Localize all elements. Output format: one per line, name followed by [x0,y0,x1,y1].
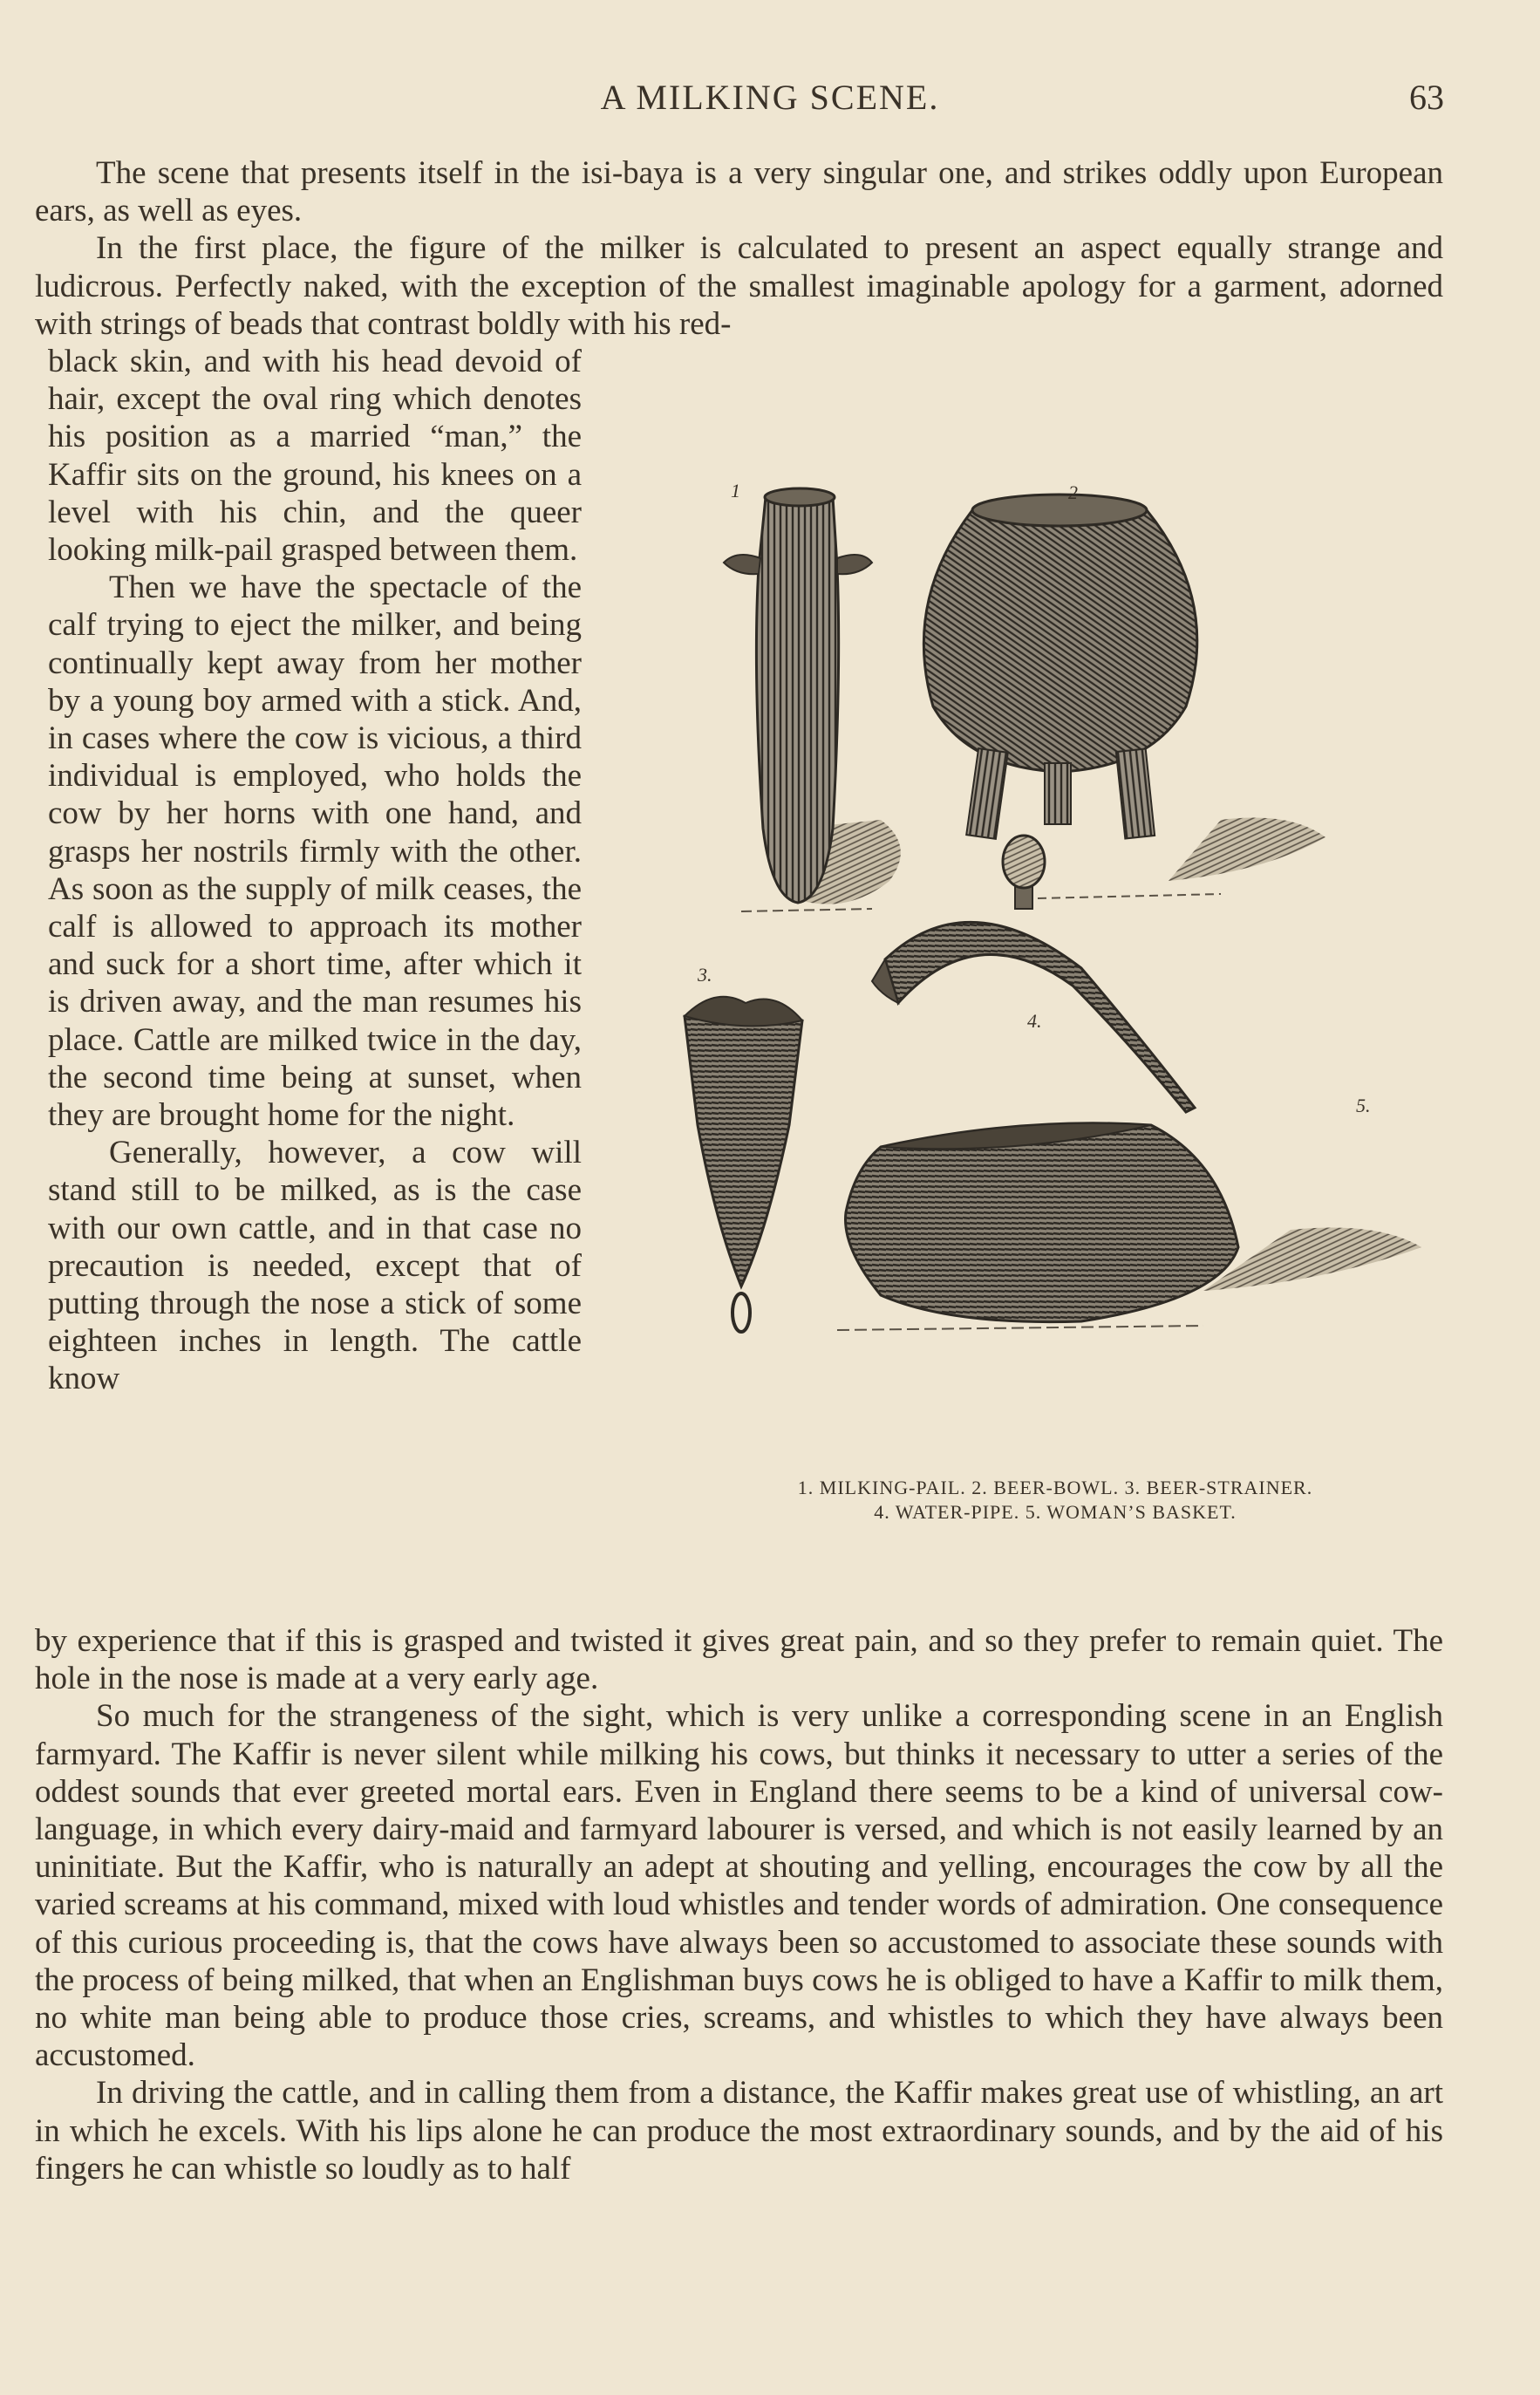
page-number: 63 [1409,78,1444,117]
figure-label-5: 5. [1356,1095,1371,1116]
paragraph: Generally, however, a cow will stand still to be milked, as is the case with our own cattle, and in that case no precaution is needed, except that of putting through the nose a stick of some eighteen inches in length. The cattle know [48,1135,582,1397]
text-bottom-block [35,1622,1443,2187]
milking-pail-drawing [724,488,901,911]
engraving-illustration [663,462,1448,1465]
beer-strainer-drawing [685,997,802,1332]
figure-label-4: 4. [1027,1010,1042,1032]
text-column-block [48,343,582,1398]
page-header [0,77,1540,129]
paragraph: In the first place, the figure of the milker is calculated to present an aspect equally strange and ludicrous. Perfectly naked, with the exception of the smallest imaginable apology for a garment, adorned with strings of beads that contrast boldly with his red- [35,230,1443,342]
figure-label-2: 2 [1068,481,1078,503]
paragraph: by experience that if this is grasped and twisted it gives great pain, and so they prefer to remain quiet. The hole in the nose is made at a very early age. [35,1623,1443,1697]
beer-bowl-drawing [923,495,1325,898]
figure-label-3: 3. [698,964,712,986]
caption-line: 4. WATER-PIPE. 5. WOMAN’S BASKET. [874,1501,1237,1523]
paragraph: Then we have the spectacle of the calf trying to eject the milker, and being continually kept away from her mother by a young boy armed with a stick. And, in cases where the cow is vicious, a third individual is employed, who holds the cow by her horns with one hand, and grasps her nostrils firmly with the other. As soon as the supply of milk ceases, the calf is allowed to approach its mother and suck for a short time, after which it is driven away, and the man resumes his place. Cattle are milked twice in the day, the second time being at sunset, when they are brought home for the night. [48,570,582,1134]
paragraph: So much for the strangeness of the sight, which is very unlike a corresponding scene in an English farmyard. The Kaffir is never silent while milking his cows, but thinks it necessary to utter a series of the oddest sounds that ever greeted mortal ears. Even in England there seems to be a kind of universal cow-language, in which every dairy-maid and farmyard labourer is versed, and which is not easily learned by an uninitiate. But the Kaffir, who is naturally an adept at shouting and yelling, encourages the cow by all the varied screams at his command, mixed with loud whistles and tender words of admiration. One consequence of this curious proceeding is, that the cows have always been so accustomed to associate these sounds with the process of being milked, that when an Englishman buys cows he is obliged to have a Kaffir to milk them, no white man being able to produce those cries, screams, and whistles to which they have always been accustomed. [35,1698,1443,2074]
womans-basket-drawing [837,1123,1421,1330]
paragraph: The scene that presents itself in the isi-baya is a very singular one, and strikes oddly upon European ears, as well as eyes. [35,155,1443,229]
water-pipe-drawing [872,836,1195,1112]
caption-line: 1. MILKING-PAIL. 2. BEER-BOWL. 3. BEER-STRAINER. [797,1477,1313,1498]
paragraph: In driving the cattle, and in calling them from a distance, the Kaffir makes great use of whistling, an art in which he excels. With his lips alone he can produce the most extraordinary sounds, and by the aid of his fingers he can whistle so loudly as to half [35,2075,1443,2187]
figure-caption [689,1476,1421,1525]
engraving-figure [663,462,1448,1465]
paragraph: black skin, and with his head devoid of hair, except the oval ring which denotes his position as a married “man,” the Kaffir sits on the ground, his knees on a level with his chin, and the queer looking milk-pail grasped between them. [48,344,582,569]
running-title: A MILKING SCENE. [600,78,940,117]
figure-label-1: 1 [731,480,740,502]
text-top-block [35,154,1443,343]
